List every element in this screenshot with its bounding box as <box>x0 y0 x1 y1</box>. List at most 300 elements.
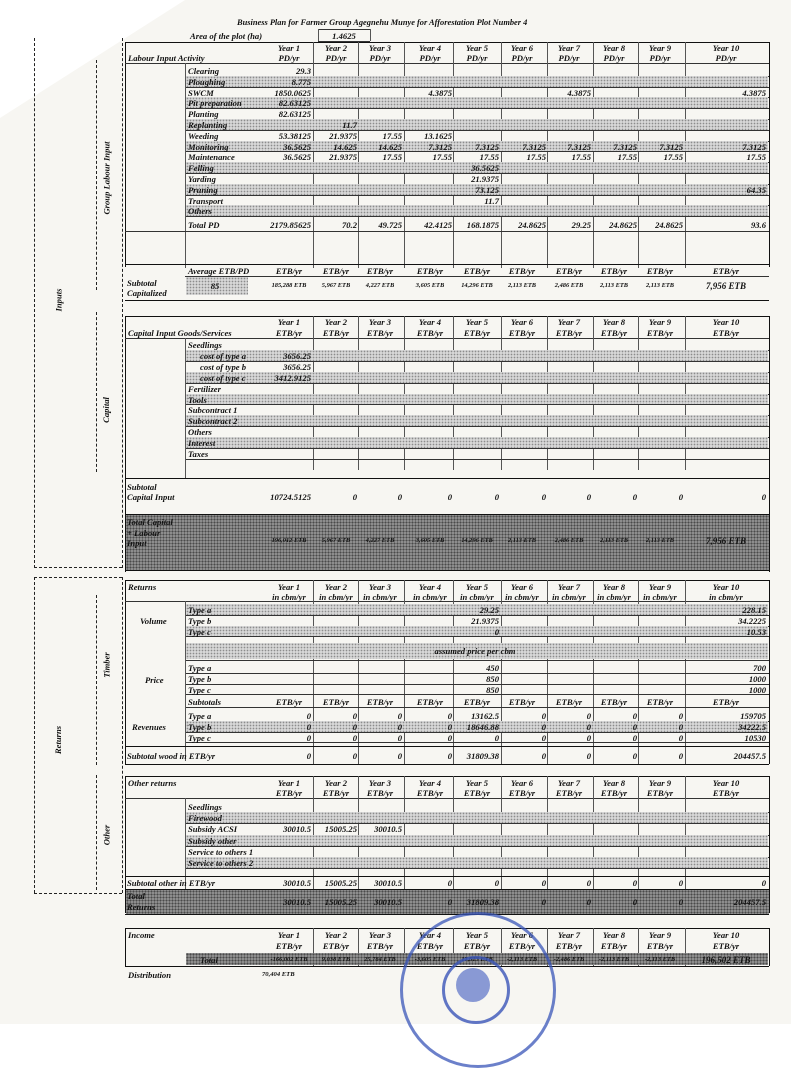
returns-etb-unit: ETB/yr <box>463 697 491 707</box>
revenue-cell: 0 <box>352 732 357 743</box>
labour-activity-name: Transport <box>188 195 224 206</box>
other-year-header: Year 2 <box>324 778 348 788</box>
labour-cell: 64.35 <box>746 184 766 195</box>
subtotals-label: Subtotals <box>188 697 221 707</box>
labour-sub-mid <box>185 276 769 277</box>
labour-unit-header: PD/yr <box>278 53 300 63</box>
returns-etb-unit: ETB/yr <box>712 697 740 707</box>
labour-year-header: Year 7 <box>557 43 581 53</box>
income-total-cell: -2,113 ETB <box>506 956 538 963</box>
revenue-cell: 0 <box>306 721 311 732</box>
other-year-header: Year 4 <box>418 778 442 788</box>
capital-total-cell: 5,967 ETB <box>321 537 351 544</box>
other-unit-header: ETB/yr <box>712 788 740 798</box>
price-cell: 1000 <box>748 673 766 684</box>
volume-cell: 10.53 <box>746 626 766 637</box>
labour-unit-header: PD/yr <box>466 53 488 63</box>
labour-row-line <box>186 216 769 217</box>
price-type-label: Type b <box>188 673 212 684</box>
price-cell: 850 <box>486 673 499 684</box>
capital-unit-header: ETB/yr <box>712 328 740 338</box>
labour-cell: 82.63125 <box>278 109 311 120</box>
capital-cell: 3656.25 <box>283 350 311 361</box>
revenue-cell: 10530 <box>744 732 766 743</box>
returns-frame-top <box>34 577 122 578</box>
labour-sub-bottom <box>125 300 769 301</box>
revenue-cell: 0 <box>447 711 452 721</box>
total-returns-cell: 0 <box>541 897 546 907</box>
labour-etb-unit: ETB/yr <box>416 266 444 276</box>
labour-cell: 1850.0625 <box>274 87 311 98</box>
revenue-cell: 159705 <box>740 711 766 721</box>
revenues-label: Revenues <box>132 722 166 732</box>
other-unit-header: ETB/yr <box>322 788 350 798</box>
labour-subtotal-cell: 2,113 ETB <box>507 282 537 289</box>
capital-subtotal-cell: 10724.5125 <box>270 492 311 502</box>
other-unit-header: ETB/yr <box>416 788 444 798</box>
returns-unit-header: in cbm/yr <box>319 592 353 602</box>
capital-subtotal-cell: 0 <box>632 492 637 502</box>
other-item-name: Service to others 2 <box>188 858 254 868</box>
labour-year-header: Year 5 <box>465 43 489 53</box>
avg-etb-value: 85 <box>210 281 220 291</box>
other-subtotal-cell: 0 <box>494 878 499 888</box>
other-item-name: Service to others 1 <box>188 846 254 857</box>
capital-total-cell: 196,012 ETB <box>271 537 307 544</box>
capital-subtotal-cell: 0 <box>447 492 452 502</box>
income-year-header: Year 3 <box>368 930 392 940</box>
capital-item-name: cost of type b <box>200 361 247 372</box>
labour-activity-name: Clearing <box>188 66 220 76</box>
returns-year-header: Year 10 <box>712 582 740 592</box>
other-right <box>769 776 770 913</box>
labour-activity-name: Yarding <box>188 174 216 184</box>
labour-unit-header: PD/yr <box>649 53 671 63</box>
revenue-cell: 0 <box>632 732 637 743</box>
labour-activity-name: Replanting <box>188 120 228 130</box>
capital-year-header: Year 6 <box>510 317 534 327</box>
labour-total-cell: 42.4125 <box>424 220 452 231</box>
returns-year-header: Year 7 <box>557 582 581 592</box>
labour-year-header: Year 2 <box>324 43 348 53</box>
labour-unit-header: PD/yr <box>511 53 533 63</box>
wood-subtotal-cell: 0 <box>586 751 591 761</box>
other-row-shade <box>186 857 768 868</box>
returns-etb-unit: ETB/yr <box>600 697 628 707</box>
capital-subtotal-cell: 0 <box>494 492 499 502</box>
other-subtotal-cell: 0 <box>761 878 766 888</box>
volume-cell: 0 <box>494 626 499 637</box>
labour-cell: 36.5625 <box>471 163 499 174</box>
returns-unit-header: in cbm/yr <box>505 592 539 602</box>
income-year-header: Year 6 <box>510 930 534 940</box>
labour-cell: 36.5625 <box>283 141 311 152</box>
labour-subtotal-cell: 4,227 ETB <box>365 282 395 289</box>
labour-etb-unit: ETB/yr <box>712 266 740 276</box>
income-unit-header: ETB/yr <box>508 941 536 951</box>
labour-unit-header: PD/yr <box>369 53 391 63</box>
inputs-frame-inner <box>122 38 123 568</box>
labour-right <box>769 42 770 267</box>
other-year-header: Year 5 <box>465 778 489 788</box>
returns-unit-header: in cbm/yr <box>552 592 586 602</box>
price-cell: 700 <box>753 663 766 673</box>
income-unit-header: ETB/yr <box>366 941 394 951</box>
capital-subtotal-cell: 0 <box>586 492 591 502</box>
capital-year-header: Year 10 <box>712 317 740 327</box>
income-unit-header: ETB/yr <box>275 941 303 951</box>
labour-total-cell: 24.8625 <box>518 220 546 231</box>
other-header-bottom <box>125 798 769 799</box>
price-label: Price <box>145 675 164 685</box>
labour-frame-inner <box>96 60 97 290</box>
returns-bottom <box>125 764 769 765</box>
returns-unit-header: in cbm/yr <box>272 592 306 602</box>
other-item-name: Seedlings <box>188 802 222 812</box>
returns-unit-header: in cbm/yr <box>709 592 743 602</box>
labour-subtotal-cell: 185,288 ETB <box>271 282 307 289</box>
labour-activity-name: Others <box>188 206 212 217</box>
other-side-label: Other <box>100 824 111 846</box>
returns-etb-unit: ETB/yr <box>275 697 303 707</box>
area-box-top <box>318 29 370 30</box>
income-label: Income <box>128 930 155 940</box>
labour-etb-unit: ETB/yr <box>463 266 491 276</box>
capital-subtotal-top <box>125 478 769 479</box>
returns-left <box>125 580 126 764</box>
capital-item-name: cost of type a <box>200 350 247 361</box>
other-subtotal-cell: 0 <box>586 878 591 888</box>
capital-total-cell: 2,113 ETB <box>599 537 629 544</box>
labour-cell: 11.7 <box>484 195 499 206</box>
wood-subtotal-cell: 0 <box>678 751 683 761</box>
labour-unit-header: PD/yr <box>603 53 625 63</box>
revenue-cell: 34222.5 <box>738 721 766 732</box>
other-header-label: Other returns <box>128 778 177 788</box>
returns-year-header: Year 8 <box>602 582 626 592</box>
returns-frame-inner <box>122 577 123 893</box>
capital-unit-header: ETB/yr <box>366 328 394 338</box>
capital-name-col-line <box>185 338 186 478</box>
capital-item-name: Taxes <box>188 449 209 459</box>
returns-etb-unit: ETB/yr <box>322 697 350 707</box>
labour-cell: 7.3125 <box>567 141 591 152</box>
labour-subtotal-cell: 2,486 ETB <box>554 282 584 289</box>
other-frame-inner <box>96 775 97 890</box>
capital-subtotal-cell: 0 <box>541 492 546 502</box>
capital-subtotal-cell: 0 <box>678 492 683 502</box>
other-year-header: Year 8 <box>602 778 626 788</box>
income-unit-header: ETB/yr <box>555 941 583 951</box>
labour-cell: 4.3875 <box>742 87 766 98</box>
price-cell: 450 <box>486 663 499 673</box>
capital-row-line <box>186 383 769 384</box>
labour-unit-header: PD/yr <box>325 53 347 63</box>
price-cell: 850 <box>486 684 499 695</box>
revenue-cell: 0 <box>678 711 683 721</box>
volume-type-label: Type b <box>188 615 212 626</box>
other-unit-header: ETB/yr <box>600 788 628 798</box>
wood-subtotal-cell: 0 <box>447 751 452 761</box>
labour-etb-unit: ETB/yr <box>275 266 303 276</box>
income-unit-header: ETB/yr <box>712 941 740 951</box>
volume-label: Volume <box>140 616 167 626</box>
labour-unit-header: PD/yr <box>419 53 441 63</box>
returns-year-header: Year 3 <box>368 582 392 592</box>
revenue-cell: 0 <box>541 721 546 732</box>
capital-header-label: Capital Input Goods/Services <box>128 328 232 338</box>
capital-unit-header: ETB/yr <box>463 328 491 338</box>
other-subtotal-cell: 0 <box>447 878 452 888</box>
wood-subtotal-cell: 31809.38 <box>466 751 499 761</box>
labour-etb-unit: ETB/yr <box>555 266 583 276</box>
revenue-cell: 0 <box>447 721 452 732</box>
income-year-header: Year 7 <box>557 930 581 940</box>
returns-etb-unit: ETB/yr <box>508 697 536 707</box>
labour-cell: 53.38125 <box>278 130 311 141</box>
labour-total-cell: 168.1875 <box>466 220 499 231</box>
labour-cell: 11.7 <box>342 120 357 130</box>
labour-activity-name: Weeding <box>188 130 219 141</box>
income-total-cell: 9,038 ETB <box>321 956 351 963</box>
labour-year-header: Year 9 <box>648 43 672 53</box>
labour-etb-unit: ETB/yr <box>646 266 674 276</box>
labour-activity-name: Pruning <box>188 184 218 195</box>
capital-item-name: Subcontract 2 <box>188 416 238 427</box>
other-bottom <box>125 914 769 915</box>
capital-row-shade <box>186 415 768 426</box>
capital-item-name: cost of type c <box>200 372 246 383</box>
capital-item-name: Subcontract 1 <box>188 405 238 416</box>
labour-activity-name: Ploughing <box>188 76 226 87</box>
returns-year-header: Year 9 <box>648 582 672 592</box>
revenue-cell: 0 <box>397 721 402 732</box>
capital-total-bottom <box>125 570 769 571</box>
other-subtotal-cell: 0 <box>541 878 546 888</box>
other-cell: 30010.5 <box>283 824 311 835</box>
labour-total-cell: 2179.85625 <box>270 220 311 231</box>
stamp-emblem <box>456 968 490 1002</box>
labour-total-cell: 93.6 <box>750 220 766 231</box>
capital-row-line <box>186 459 769 460</box>
income-unit-header: ETB/yr <box>463 941 491 951</box>
revenue-type-label: Type c <box>188 732 211 743</box>
distribution-value: 70,404 ETB <box>262 971 295 978</box>
returns-year-header: Year 5 <box>465 582 489 592</box>
capital-year-header: Year 5 <box>465 317 489 327</box>
other-year-header: Year 6 <box>510 778 534 788</box>
returns-header-label: Returns <box>128 582 157 592</box>
capital-total-cell: 2,486 ETB <box>554 537 584 544</box>
area-label: Area of the plot (ha) <box>190 31 263 41</box>
labour-cell: 4.3875 <box>567 87 591 98</box>
volume-cell: 34.2225 <box>738 615 766 626</box>
labour-subtotal-cell: 2,113 ETB <box>645 282 675 289</box>
capital-right <box>769 316 770 572</box>
labour-cell: 21.9375 <box>329 130 357 141</box>
capital-cell: 3412.9125 <box>274 372 311 383</box>
labour-activity-name: Monitoring <box>188 141 229 152</box>
other-row-shade <box>186 812 768 823</box>
returns-year-header: Year 1 <box>277 582 301 592</box>
income-unit-header: ETB/yr <box>416 941 444 951</box>
revenue-cell: 0 <box>494 732 499 743</box>
labour-total-cell: 29.25 <box>571 220 591 231</box>
returns-etb-unit: ETB/yr <box>366 697 394 707</box>
capital-unit-header: ETB/yr <box>416 328 444 338</box>
other-unit-header: ETB/yr <box>366 788 394 798</box>
other-subtotal-top <box>125 876 769 877</box>
labour-row-shade <box>186 205 768 216</box>
labour-etb-unit: ETB/yr <box>322 266 350 276</box>
capital-total-cell: 4,227 ETB <box>365 537 395 544</box>
labour-subtotal-cell: 5,967 ETB <box>321 282 351 289</box>
labour-row-shade <box>186 119 768 130</box>
capital-subtotal-label: Subtotal Capital Input <box>127 482 175 502</box>
capital-row-line <box>186 404 769 405</box>
labour-total-line <box>125 231 769 232</box>
income-total-cell: 17,513 ETB <box>461 956 493 963</box>
wood-subtotal-cell: 0 <box>352 751 357 761</box>
capital-row-shade <box>186 437 768 448</box>
group-labour-side-label: Group Labour Input <box>101 141 112 215</box>
labour-unit-header: PD/yr <box>715 53 737 63</box>
labour-header-bottom <box>125 63 769 64</box>
labour-cell: 36.5625 <box>283 152 311 163</box>
returns-year-header: Year 6 <box>510 582 534 592</box>
other-year-header: Year 10 <box>712 778 740 788</box>
returns-etb-unit: ETB/yr <box>646 697 674 707</box>
revenue-cell: 0 <box>678 732 683 743</box>
labour-cell: 17.55 <box>571 152 591 163</box>
labour-cell: 7.3125 <box>428 141 452 152</box>
income-total-cell: -166,002 ETB <box>270 956 308 963</box>
capital-year-header: Year 3 <box>368 317 392 327</box>
labour-activity-name: Pit preparation <box>188 98 242 109</box>
capital-year-header: Year 9 <box>648 317 672 327</box>
inputs-frame-bottom <box>34 567 122 568</box>
capital-frame-inner <box>96 312 97 472</box>
labour-activity-name: Felling <box>188 163 214 174</box>
total-returns-cell: 204457.5 <box>733 897 766 907</box>
capital-item-name: Interest <box>188 438 216 449</box>
capital-header-bottom <box>125 338 769 339</box>
volume-type-label: Type a <box>188 605 212 615</box>
revenue-cell: 0 <box>541 732 546 743</box>
income-year-header: Year 8 <box>602 930 626 940</box>
labour-year-header: Year 8 <box>602 43 626 53</box>
revenue-cell: 0 <box>397 711 402 721</box>
labour-cell: 17.55 <box>382 130 402 141</box>
wood-subtotal-label: Subtotal wood in ETB/yr <box>127 751 216 761</box>
labour-cell: 73.125 <box>475 184 499 195</box>
revenue-cell: 0 <box>586 732 591 743</box>
capital-year-header: Year 2 <box>324 317 348 327</box>
labour-cell: 7.3125 <box>475 141 499 152</box>
wood-subtotal-cell: 0 <box>397 751 402 761</box>
capital-total-cell: 3,605 ETB <box>415 537 445 544</box>
total-returns-cell: 0 <box>447 897 452 907</box>
other-subtotal-cell: 15005.25 <box>324 878 357 888</box>
labour-year-header: Year 4 <box>418 43 442 53</box>
total-returns-cell: 30010.5 <box>374 897 402 907</box>
plan-title: Business Plan for Farmer Group Agegnehu Munye for Afforestation Plot Number 4 <box>237 18 528 27</box>
income-year-header: Year 2 <box>324 930 348 940</box>
volume-type-label: Type c <box>188 626 211 637</box>
wood-subtotal-top <box>125 746 769 747</box>
income-unit-header: ETB/yr <box>646 941 674 951</box>
revenue-cell: 0 <box>352 711 357 721</box>
area-box-left <box>318 29 319 41</box>
capital-total-label: Total Capital + Labour Input <box>127 517 173 548</box>
income-total-cell: -2,113 ETB <box>644 956 676 963</box>
returns-year-header: Year 4 <box>418 582 442 592</box>
returns-unit-header: in cbm/yr <box>413 592 447 602</box>
capital-unit-header: ETB/yr <box>555 328 583 338</box>
returns-frame-left <box>34 577 35 893</box>
other-row-shade <box>186 835 768 846</box>
revenue-cell: 0 <box>447 732 452 743</box>
returns-right <box>769 580 770 764</box>
capital-unit-header: ETB/yr <box>600 328 628 338</box>
labour-cell: 17.55 <box>663 152 683 163</box>
labour-unit-header: PD/yr <box>558 53 580 63</box>
other-year-header: Year 9 <box>648 778 672 788</box>
revenue-cell: 0 <box>632 721 637 732</box>
labour-etb-unit: ETB/yr <box>366 266 394 276</box>
total-returns-cell: 31809.38 <box>466 897 499 907</box>
capital-cell: 3656.25 <box>283 361 311 372</box>
labour-cell: 17.55 <box>617 152 637 163</box>
labour-year-header: Year 10 <box>712 43 740 53</box>
labour-sub-top <box>125 264 769 265</box>
other-unit-header: ETB/yr <box>555 788 583 798</box>
labour-cell: 17.55 <box>432 152 452 163</box>
labour-cell: 17.55 <box>382 152 402 163</box>
labour-activity-name: Maintenance <box>188 152 235 163</box>
other-subtotal-cell: 0 <box>632 878 637 888</box>
capital-year-header: Year 7 <box>557 317 581 327</box>
returns-unit-header: in cbm/yr <box>597 592 631 602</box>
timber-frame-inner <box>96 595 97 765</box>
returns-unit-header: in cbm/yr <box>460 592 494 602</box>
total-returns-cell: 0 <box>586 897 591 907</box>
income-total-label: Total <box>200 955 218 965</box>
inputs-frame-left <box>34 38 35 568</box>
labour-cell: 21.9375 <box>329 152 357 163</box>
labour-left <box>125 42 126 267</box>
distribution-label: Distribution <box>128 970 171 980</box>
labour-cell: 14.625 <box>333 141 357 152</box>
labour-total-cell: 24.8625 <box>655 220 683 231</box>
labour-total-cell: 70.2 <box>341 220 357 231</box>
income-year-header: Year 1 <box>277 930 301 940</box>
capital-unit-header: ETB/yr <box>646 328 674 338</box>
capital-item-name: Others <box>188 427 212 438</box>
price-cell: 1000 <box>748 684 766 695</box>
revenue-cell: 0 <box>352 721 357 732</box>
revenue-cell: 0 <box>632 711 637 721</box>
income-unit-header: ETB/yr <box>600 941 628 951</box>
labour-cell: 7.3125 <box>522 141 546 152</box>
other-cell: 30010.5 <box>374 824 402 835</box>
assumed-price-label: assumed price per cbm <box>434 646 516 656</box>
area-value: 1.4625 <box>332 31 356 41</box>
revenue-type-label: Type b <box>188 721 212 732</box>
income-total-cell: 25,784 ETB <box>364 956 396 963</box>
revenue-cell: 0 <box>586 711 591 721</box>
other-item-name: Firewood <box>188 813 222 824</box>
